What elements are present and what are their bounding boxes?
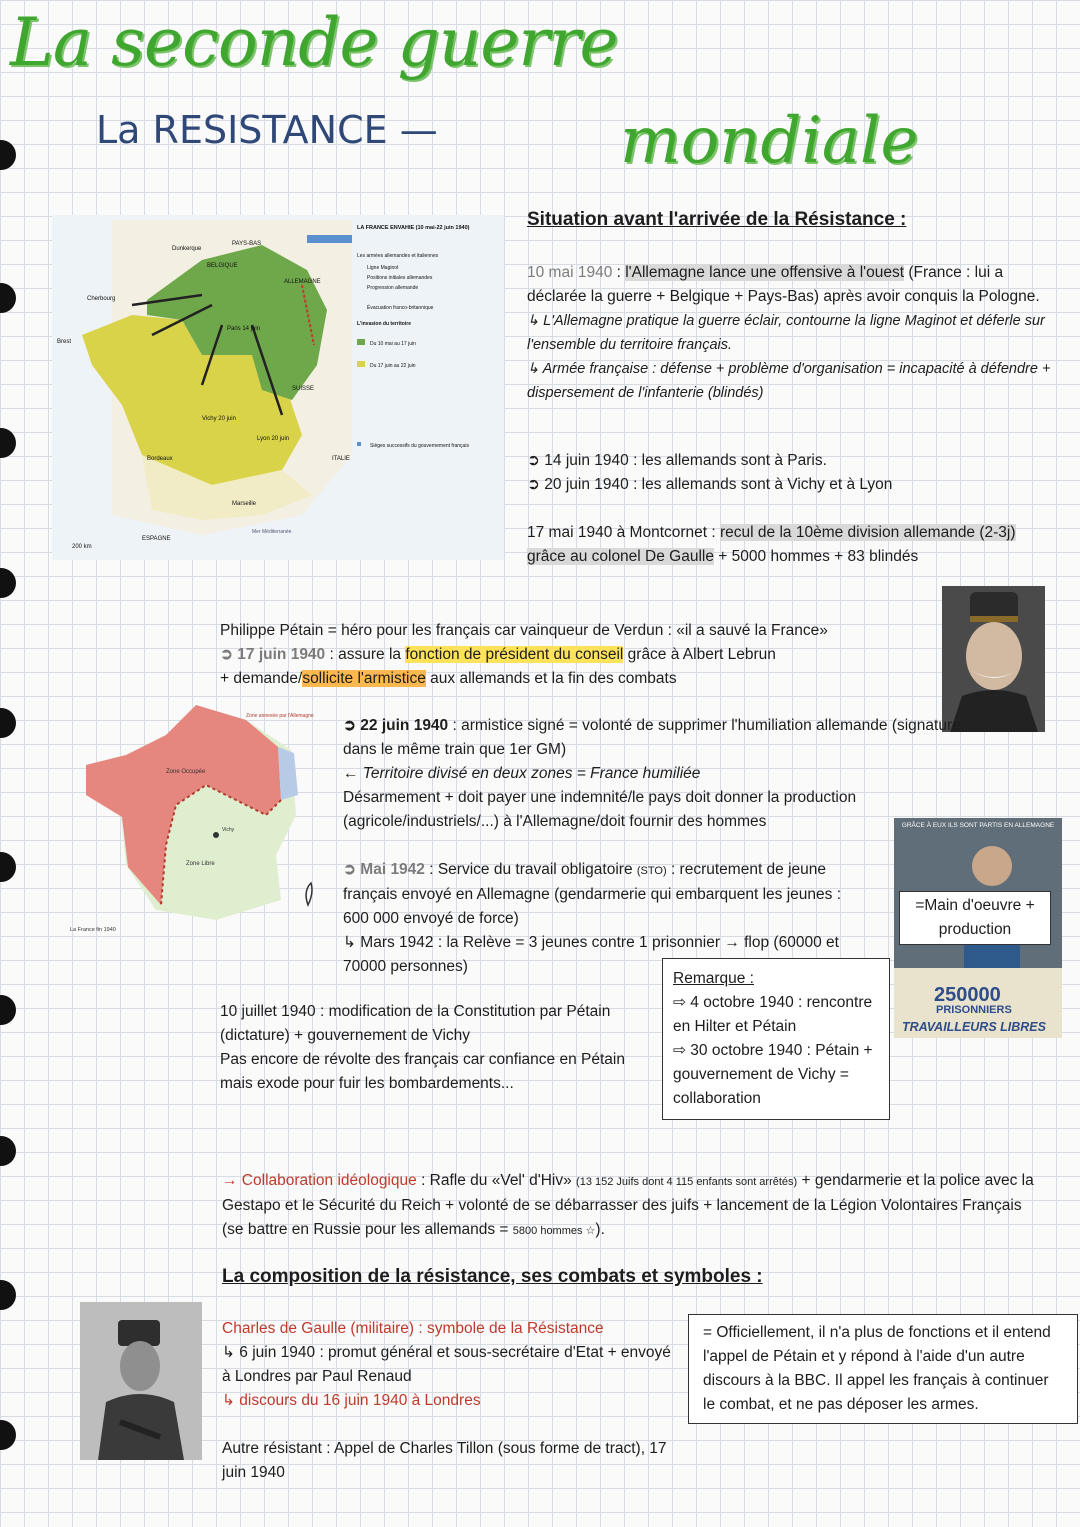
binder-hole: [0, 1420, 16, 1450]
legend-item: L'invasion du territoire: [357, 321, 411, 327]
map-label-paris: Paris 14 juin: [227, 326, 261, 332]
legend-item: Sièges successifs du gouvernement français: [370, 443, 469, 449]
map-label-marseille: Marseille: [232, 501, 257, 507]
map-label-espagne: ESPAGNE: [142, 536, 171, 542]
text: = Officiellement, il n'a plus de fonctions et il entend l'appel de Pétain et y répond à l'aide d'un autre discours à la BBC. Il appel les français à continuer le combat, et ne pas déposer les armes.: [703, 1324, 1051, 1413]
map2-caption: La France fin 1940: [70, 927, 116, 933]
text: : Rafle du «Vel' d'Hiv»: [421, 1172, 572, 1189]
text: + demande/: [220, 670, 303, 687]
binder-hole: [0, 1136, 16, 1166]
page-title-2: mondiale: [620, 104, 919, 178]
section2-heading: La composition de la résistance, ses combats et symboles :: [222, 1266, 763, 1287]
text: ⇨ 4 octobre 1940 : rencontre en Hilter et Pétain: [673, 994, 873, 1035]
highlight: l'Allemagne lance une offensive à l'ouest: [625, 264, 905, 281]
binder-hole: [0, 852, 16, 882]
remarque-title: Remarque :: [673, 970, 754, 987]
map-label-suisse: SUISSE: [292, 386, 315, 392]
map-label-dunkerque: Dunkerque: [172, 246, 202, 252]
collab-block: [222, 1169, 1042, 1243]
text: (France : lui a déclarée la guerre + Belgique + Pays-Bas) après avoir conquis la Pologne.: [527, 264, 1040, 305]
page-title: La seconde guerre: [10, 4, 618, 81]
text: + gendarmerie et la police avec la Gestapo et le Sécurité du Reich + volonté de se débarrasser des juifs + lancement de la Légion Volontaires Français (se battre en Russie pour les allemands =: [222, 1172, 1034, 1238]
armistice-block: [343, 714, 963, 834]
juillet-block: [220, 1000, 640, 1096]
text: 17 mai 1940 à Montcornet :: [527, 524, 716, 541]
dates-paris: [527, 449, 1047, 497]
map-label-sea: Mer Méditerranée: [252, 529, 292, 535]
binder-hole: [0, 568, 16, 598]
text: ⇨ 30 octobre 1940 : Pétain + gouvernement de Vichy = collaboration: [673, 1042, 873, 1107]
section1-heading: Situation avant l'arrivée de la Résistance :: [527, 209, 907, 230]
poster-mid: PRISONNIERS: [936, 1004, 1012, 1016]
legend-item: Du 17 juin au 22 juin: [370, 363, 416, 369]
text: ↳ Mars 1942 : la Relève = 3 jeunes contre 1 prisonnier → flop (60000 et 70000 personnes): [343, 934, 839, 975]
text: ).: [595, 1221, 605, 1238]
text: 5800 hommes ☆: [512, 1225, 596, 1237]
text: ↳ discours du 16 juin 1940 à Londres: [222, 1392, 481, 1409]
collab-label: → Collaboration idéologique: [222, 1172, 417, 1189]
para-10-mai: 10 mai 1940 : l'Allemagne lance une offensive à l'ouest (France : lui a déclarée la guerre + Belgique + Pays-Bas) après avoir conquis la Pologne. ↳ L'Allemagne pratique la guerre éclair, contourne la ligne Maginot et déferle sur l'ensemble du territoire français. ↳ Armée française : défense + problème d'organisation = incapacité à défendre + dispersement de l'infanterie (blindés): [527, 264, 1051, 401]
de-gaulle-block: [222, 1317, 677, 1413]
para-montcornet: [527, 521, 1037, 569]
map-label-cherbourg: Cherbourg: [87, 296, 116, 302]
text: Autre résistant : Appel de Charles Tillon (sous forme de tract), 17 juin 1940: [222, 1440, 667, 1481]
map2-zone-occupee: Zone Occupée: [166, 769, 206, 775]
binder-hole: [0, 995, 16, 1025]
date: ➲ 22 juin 1940: [343, 717, 449, 734]
date: ➲ 17 juin 1940: [220, 646, 326, 663]
date-line: ➲ 20 juin 1940 : les allemands sont à Vichy et à Lyon: [527, 476, 893, 493]
text: (13 152 Juifs dont 4 115 enfants sont arrêtés): [576, 1176, 798, 1188]
text: Pas encore de révolte des français car confiance en Pétain mais exode pour fuir les bombardements...: [220, 1051, 625, 1092]
map2-annex: Zone annexée par l'Allemagne: [246, 713, 314, 719]
legend-item: Ligne Maginot: [367, 265, 399, 271]
legend-item: Évacuation franco-britannique: [367, 305, 434, 311]
legend-item: Du 10 mai au 17 juin: [370, 341, 416, 347]
date-line: ➲ 14 juin 1940 : les allemands sont à Paris.: [527, 452, 827, 469]
date: ➲ Mai 1942: [343, 861, 425, 878]
text: + 5000 hommes + 83 blindés: [718, 548, 919, 565]
text: ↳ 6 juin 1940 : promut général et sous-secrétaire d'Etat + envoyé à Londres par Paul Renaud: [222, 1344, 671, 1385]
binder-hole: [0, 1280, 16, 1310]
map-label-bordeaux: Bordeaux: [147, 456, 173, 462]
page-subtitle: La RESISTANCE —: [96, 108, 438, 152]
map-label-belgique: BELGIQUE: [207, 263, 238, 269]
map-label-allemagne: ALLEMAGNE: [284, 279, 321, 285]
invasion-map-svg: [52, 215, 504, 560]
invasion-map: [52, 215, 504, 560]
sto-poster: [894, 818, 1062, 1038]
binder-hole: [0, 428, 16, 458]
binder-hole: [0, 708, 16, 738]
poster-top: GRÂCE À EUX ILS SONT PARTIS EN ALLEMAGNE: [901, 822, 1055, 829]
legend-item: Les armées allemandes et italiennes: [357, 253, 439, 259]
de-gaulle-title: Charles de Gaulle (militaire) : symbole de la Résistance: [222, 1320, 604, 1337]
france-1940-map: [66, 695, 336, 940]
poster-bottom: TRAVAILLEURS LIBRES: [902, 1020, 1046, 1034]
text: Désarmement + doit payer une indemnité/le pays doit donner la production (agricole/industriels/...) à l'Allemagne/doit fournir des hommes: [343, 789, 857, 830]
remarque-box: [662, 958, 890, 1120]
text: : Service du travail obligatoire: [429, 861, 633, 878]
map-label-lyon: Lyon 20 juin: [257, 436, 290, 442]
map-label-vichy: Vichy 20 juin: [202, 416, 236, 422]
text: : assure la: [329, 646, 402, 663]
legend-title: LA FRANCE ENVAHIE (10 mai-22 juin 1940): [357, 225, 470, 231]
de-gaulle-box: [688, 1314, 1078, 1424]
binder-hole: [0, 283, 16, 313]
map-scale: 200 km: [72, 544, 92, 550]
poster-big: 250000: [934, 984, 1001, 1006]
text: grâce à Albert Lebrun: [627, 646, 776, 663]
highlight: fonction de président du conseil: [405, 646, 624, 663]
text: Philippe Pétain = héro pour les français car vainqueur de Verdun : «il a sauvé la France»: [220, 622, 828, 639]
text: : recrutement de jeune français envoyé en Allemagne (gendarmerie qui embarquent les jeunes : 600 000 envoyé de force): [343, 861, 842, 927]
bullet: ↳ Armée française : défense + problème d'organisation = incapacité à défendre + dispersement de l'infanterie (blindés): [527, 361, 1051, 401]
map2-zone-libre: Zone Libre: [186, 861, 215, 867]
highlight: sollicite l'armistice: [302, 670, 426, 687]
legend-item: Progression allemande: [367, 285, 419, 291]
map-label-pays-bas: PAYS-BAS: [232, 241, 262, 247]
text: 10 juillet 1940 : modification de la Constitution par Pétain (dictature) + gouvernement de Vichy: [220, 1003, 611, 1044]
poster-note: =Main d'oeuvre + production: [899, 891, 1051, 945]
legend-item: Positions initiales allemandes: [367, 275, 433, 281]
text: : armistice signé = volonté de supprimer l'humiliation allemande (signature dans le même train que 1er GM): [343, 717, 961, 758]
text: (STO): [636, 865, 667, 877]
date: 10 mai 1940: [527, 264, 613, 281]
text: ← Territoire divisé en deux zones = France humiliée: [343, 765, 701, 782]
map-label-italie: ITALIE: [332, 456, 350, 462]
binder-hole: [0, 140, 16, 170]
map-label-brest: Brest: [57, 339, 72, 345]
bullet: ↳ L'Allemagne pratique la guerre éclair, contourne la ligne Maginot et déferle sur l'ensemble du territoire français.: [527, 313, 1045, 353]
de-gaulle-portrait: [80, 1302, 202, 1460]
map2-vichy: Vichy: [222, 827, 235, 833]
petain-portrait: [942, 586, 1045, 732]
other-resistant: [222, 1437, 677, 1485]
text: aux allemands et la fin des combats: [430, 670, 677, 687]
highlight: recul de la 10ème division allemande (2-3j) grâce au colonel De Gaulle: [527, 524, 1016, 565]
petain-block: [220, 619, 940, 691]
